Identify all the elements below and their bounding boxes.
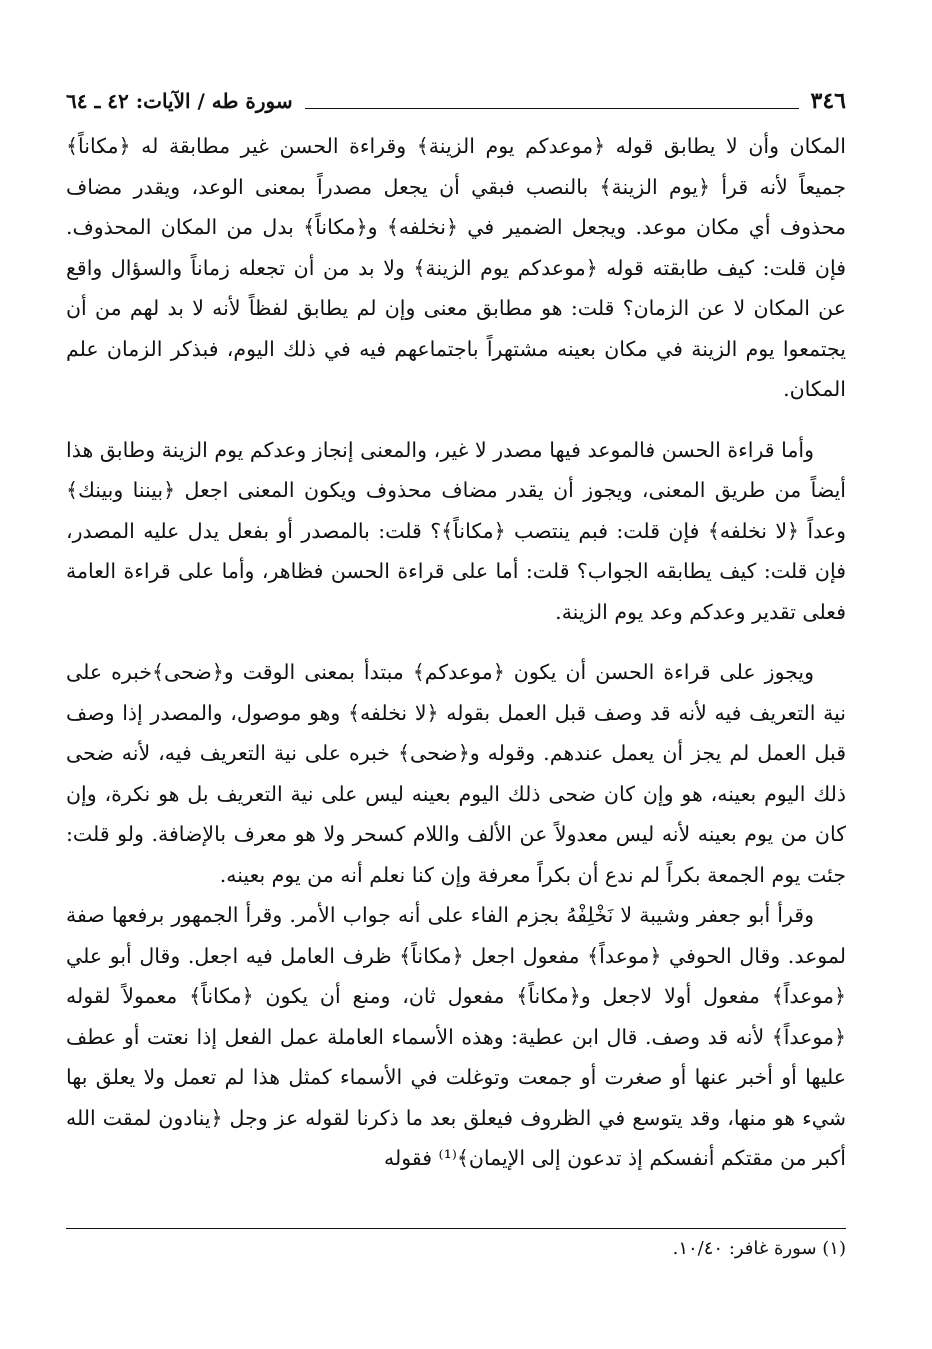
footnote-rule [66, 1228, 846, 1229]
running-header [66, 84, 846, 114]
paragraph: وأما قراءة الحسن فالموعد فيها مصدر لا غير، والمعنى إنجاز وعدكم يوم الزينة وطابق هذا أيضاً من طريق المعنى، ويجوز أن يقدر مضاف محذوف ويكون المعنى اجعل ﴿بيننا وبينك﴾ وعداً ﴿لا نخلفه﴾ فإن قلت: فبم ينتصب ﴿مكاناً﴾؟ قلت: بالمصدر أو بفعل يدل عليه المصدر، فإن قلت: كيف يطابقه الجواب؟ قلت: أما على قراءة الحسن فظاهر، وأما على قراءة العامة فعلى تقدير وعدكم وعد يوم الزينة. [66, 437, 846, 624]
body-text [66, 126, 846, 1179]
footnote: (١) سورة غافر: ١٠/٤٠. [672, 1238, 846, 1259]
header-rule [305, 108, 799, 109]
paragraph: ويجوز على قراءة الحسن أن يكون ﴿موعدكم﴾ مبتدأ بمعنى الوقت و﴿ضحى﴾خبره على نية التعريف فيه لأنه قد وصف قبل العمل بقوله ﴿لا نخلفه﴾ وهو موصول، والمصدر إذا وصف قبل العمل لم يجز أن يعمل عندهم. وقوله و﴿ضحى﴾ خبره على نية التعريف فيه، لأنه ضحى ذلك اليوم بعينه، هو وإن كان ضحى ذلك اليوم بعينه ليس على نية التعريف بل هو نكرة، وإن كان من يوم بعينه لأنه ليس معدولاً عن الألف واللام كسحر ولا هو معرف بالإضافة. ولو قلت: جئت يوم الجمعة بكراً لم ندع أن بكراً معرفة وإن كنا نعلم أنه من يوم بعينه. [66, 660, 846, 887]
paragraph: وقرأ أبو جعفر وشيبة لا نَخْلِفْهُ بجزم الفاء على أنه جواب الأمر. وقرأ الجمهور برفعها صفة لموعد. وقال الحوفي ﴿موعداً﴾ مفعول اجعل ﴿مكاناً﴾ ظرف العامل فيه اجعل. وقال أبو علي ﴿موعداً﴾ مفعول أولا لاجعل و﴿مكاناً﴾ مفعول ثان، ومنع أن يكون ﴿مكاناً﴾ معمولاً لقوله ﴿موعداً﴾ لأنه قد وصف. قال ابن عطية: وهذه الأسماء العاملة عمل الفعل إذا نعتت أو عطف عليها أو أخبر عنها أو صغرت أو جمعت وتوغلت في الأسماء كمثل هذا لم تعمل ولا يعلق بها شيء هو منها، وقد يتوسع في الظروف فيعلق بعد ما ذكرنا لقوله عز وجل ﴿ينادون لمقت الله أكبر من مقتكم أنفسكم إذ تدعون إلى الإيمان﴾⁽¹⁾ فقوله [66, 903, 846, 1170]
paragraph: المكان وأن لا يطابق قوله ﴿موعدكم يوم الزينة﴾ وقراءة الحسن غير مطابقة له ﴿مكاناً﴾ جميعاً لأنه قرأ ﴿يوم الزينة﴾ بالنصب فبقي أن يجعل مصدراً بمعنى الوعد، ويقدر مضاف محذوف أي مكان موعد. ويجعل الضمير في ﴿نخلفه﴾ و﴿مكاناً﴾ بدل من المكان المحذوف. فإن قلت: كيف طابقته قوله ﴿موعدكم يوم الزينة﴾ ولا بد من أن تجعله زماناً والسؤال واقع عن المكان لا عن الزمان؟ قلت: هو مطابق معنى وإن لم يطابق لفظاً لأنه لا بد لهم من أن يجتمعوا يوم الزينة في مكان بعينه مشتهراً باجتماعهم فيه في ذلك اليوم، فبذكر الزمان علم المكان. [66, 134, 846, 401]
page-number: ٣٤٦ [810, 88, 846, 114]
header-title: سورة طه / الآيات: ٤٢ ـ ٦٤ [66, 89, 293, 113]
